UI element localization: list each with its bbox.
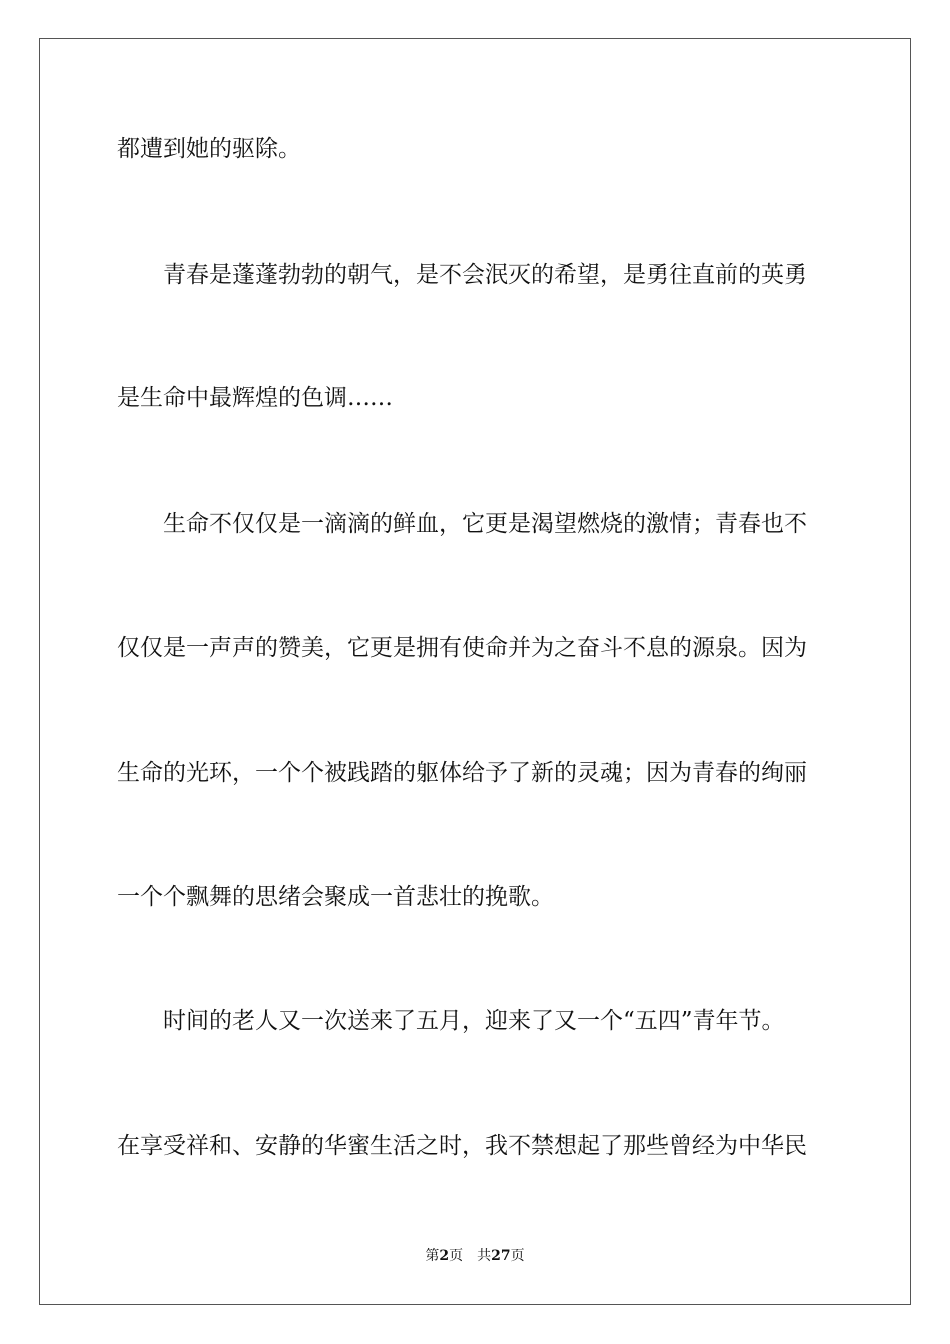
text-line-7: 一个个飘舞的思绪会聚成一首悲壮的挽歌。 bbox=[117, 884, 554, 910]
page-frame bbox=[39, 38, 911, 1305]
text-line-5: 仅仅是一声声的赞美，它更是拥有使命并为之奋斗不息的源泉。因为 bbox=[117, 635, 807, 661]
text-line-1: 都遭到她的驱除。 bbox=[117, 136, 301, 162]
text-line-8: 时间的老人又一次送来了五月，迎来了又一个“五四”青年节。 bbox=[163, 1008, 785, 1034]
text-line-9: 在享受祥和、安静的华蜜生活之时，我不禁想起了那些曾经为中华民 bbox=[117, 1133, 807, 1159]
text-line-4: 生命不仅仅是一滴滴的鲜血，它更是渴望燃烧的激情；青春也不 bbox=[163, 511, 807, 537]
text-line-3: 是生命中最辉煌的色调…… bbox=[117, 385, 393, 411]
text-line-2: 青春是蓬蓬勃勃的朝气，是不会泯灭的希望，是勇往直前的英勇 bbox=[163, 262, 807, 288]
page-prefix: 第 bbox=[425, 1248, 440, 1264]
total-pages-number: 27 bbox=[491, 1248, 511, 1264]
text-line-6: 生命的光环，一个个被践踏的躯体给予了新的灵魂；因为青春的绚丽 bbox=[117, 760, 807, 786]
total-suffix: 页 bbox=[510, 1248, 525, 1264]
total-prefix: 共 bbox=[477, 1248, 492, 1264]
current-page-number: 2 bbox=[439, 1248, 450, 1264]
page-suffix: 页 bbox=[449, 1248, 464, 1264]
page-footer bbox=[0, 1246, 950, 1266]
